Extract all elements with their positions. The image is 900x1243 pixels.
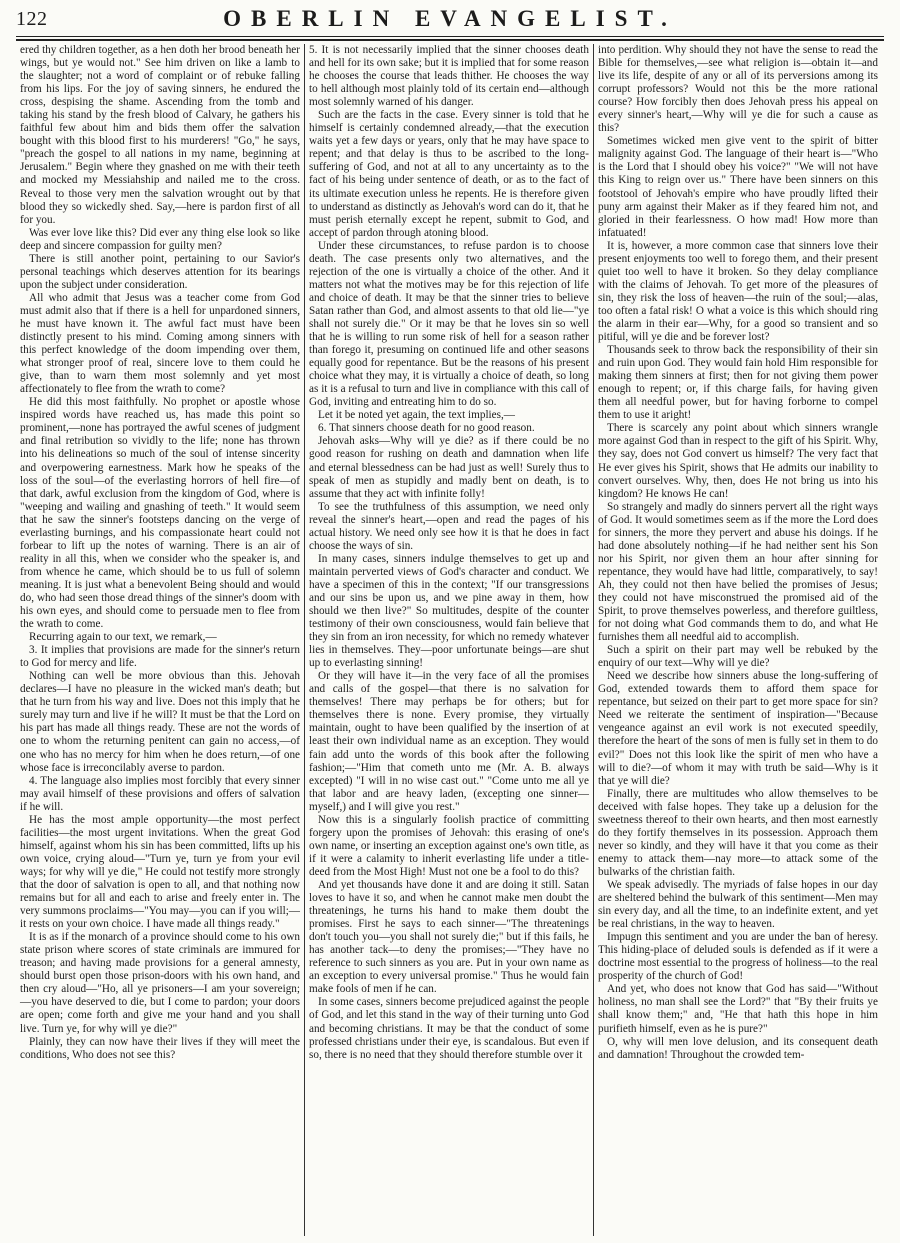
paragraph: To see the truthfulness of this assumption, we need only reveal the sinner's heart,—open and read the pages of his actual history. We need only see how it is that he does in fact choose the ways of sin.: [309, 500, 589, 552]
paragraph: Thousands seek to throw back the responsibility of their sin and ruin upon God. They would fain hold Him responsible for making them sinners at first; then for not giving them power enough to repent; or, if this charge fails, for having given them all needful power, but for having forborne to compel them to use it aright!: [598, 344, 878, 422]
paragraph: O, why will men love delusion, and its consequent death and damnation! Throughout the crowded tem-: [598, 1035, 878, 1061]
newspaper-title: OBERLIN EVANGELIST.: [223, 6, 677, 31]
paragraph: In some cases, sinners become prejudiced against the people of God, and let this stand in the way of their turning unto God and becoming christians. It may be that the conduct of some professed christians under their eye, is scandalous. But even if so, there is no need that they should therefore stumble over it: [309, 996, 589, 1061]
paragraph: So strangely and madly do sinners pervert all the right ways of God. It would sometimes seem as if the more the Lord does for sinners, the more they pervert and abuse his doings. If he had done absolutely nothing—if he had neither sent his Son nor his Spirit, nor given them an hour after sinning for repentance, they would have had little, comparatively, to say! Ah, they could not then have belied the promises of Jesus; they could not have misconstrued the promised aid of the Spirit, to prove themselves powerless, and therefore guiltless, for not doing what God commands them to do, and what He furnishes them all needful aid to accomplish.: [598, 500, 878, 644]
paragraph: Was ever love like this? Did ever any thing else look so like deep and sincere compassion for guilty men?: [20, 226, 300, 252]
paragraph: Need we describe how sinners abuse the long-suffering of God, extended towards them to afford them space for repentance, but seized on their part to get more space for sin? Need we reiterate the sentiment of inspiration—"Because vengeance against an evil work is not executed speedily, therefore the heart of the sons of men is fully set in them to do evil?" Does not this look like the spirit of men who have a will to die?—of whom it may with truth be said—Why is it that ye will die?: [598, 670, 878, 787]
paragraph: There is still another point, pertaining to our Savior's personal teachings which deserves attention for its bearings upon the subject under consideration.: [20, 252, 300, 291]
paragraph: He has the most ample opportunity—the most perfect facilities—the most urgent invitations. When the great God himself, against whom his sin has been committed, lifts up his own voice, crying aloud—"Turn ye, turn ye from your evil ways; for why will ye die," He could not testify more strongly that the door of salvation is open to all, and that nothing now remains but for all and each to arise and freely enter in. The very summons proclaims—"You may—you can if you will;—it rests on your own choice. I have made all things ready.": [20, 813, 300, 931]
paragraph: It is, however, a more common case that sinners love their present enjoyments too well to forego them, and their present quiet too well to have it broken. So they delay compliance with the claims of Jehovah. To get more of the pleasures of sin, they risk the loss of heaven—the ruin of the soul;—alas, too often a fatal risk! O what a voice is this which should ring the alarm in their ear—Why, for a good so transient and so pitiful, will ye die and be forever lost?: [598, 239, 878, 344]
page-number: 122: [16, 7, 48, 30]
paragraph: Or they will have it—in the very face of all the promises and calls of the gospel—that there is no salvation for themselves! There may perhaps be for others; but for themselves there is none. Every promise, they virtually maintain, ought to have been qualified by the insertion of at least their own individual name as an exception. They would fain add unto the words of this book after the following fashion;—"Him that cometh unto me (Mr. A. B. always excepted) "I will in no wise cast out." "Come unto me all ye that labor and are heavy laden, (excepting one sinner—myself,) and I will give you rest.": [309, 670, 589, 813]
article-columns: [16, 44, 884, 1236]
column-right: [594, 44, 882, 1236]
header-rule: [16, 36, 884, 37]
paragraph: Nothing can well be more obvious than this. Jehovah declares—I have no pleasure in the wicked man's death; but that he turn from his way and live. Does not this imply that he surely may turn and live if he will? It must be that the Lord on his part has made all things ready. These are not the words of one to whom the returning penitent can gain no access,—of one who has no mercy for him when he does return,—of one whose face is irreconcilably averse to pardon.: [20, 670, 300, 774]
paragraph: Finally, there are multitudes who allow themselves to be deceived with false hopes. They take up a delusion for the sweetness thereof to their own hearts, and then most earnestly do they fortify themselves in its possession. Approach them never so kindly, and they will have it that you come as their enemy to attack them—nay more—to attack some of the bulwarks of the christian faith.: [598, 787, 878, 878]
paragraph: Impugn this sentiment and you are under the ban of heresy. This hiding-place of deluded souls is defended as if it were a doctrine most essential to the progress of holiness—to the real prosperity of the church of God!: [598, 931, 878, 983]
paragraph: All who admit that Jesus was a teacher come from God must admit also that if there is a hell for unpardoned sinners, he must have known it. The awful fact must have been distinctly present to his mind. Coming among sinners with this perfect knowledge of the doom impending over them, what stronger proof of real, sincere love to them could he give, than to warn them most solemnly and yet most affectionately to flee from the wrath to come?: [20, 291, 300, 396]
paragraph: Sometimes wicked men give vent to the spirit of bitter malignity against God. The language of their heart is—"Who is the Lord that I should obey his voice?" "We will not have this King to reign over us." There have been sinners on this footstool of Jehovah's empire who have proudly lifted their puny arm against their Maker as if they feared him not, and gloried in their fearlessness. O how mad! How more than infatuated!: [598, 135, 878, 239]
paragraph: And yet thousands have done it and are doing it still. Satan loves to have it so, and when he cannot make men doubt the threatenings, he turns his hand to make them doubt the promises. First he says to each sinner—"The threatenings don't touch you—you shall not surely die;" but if this fails, he has another tack—to deny the promises;—"They have no reference to such sinners as you are. Put in your own name as an exception to every universal promise." Thus he would fain make fools of men if he can.: [309, 879, 589, 996]
paragraph: Such are the facts in the case. Every sinner is told that he himself is certainly condemned already,—that the execution waits yet a few days or years, only that he may have space to repent; and that delay is thus to be ascribed to the long-suffering of God, and not at all to any uncertainty as to the fact of his being under sentence of death, or as to the fact of its ultimate execution unless he repents. He is therefore given to understand as distinctly as Jehovah's word can do it, that he must perish eternally except he repent, submit to God, and accept of pardon through atoning blood.: [309, 109, 589, 239]
paragraph: Plainly, they can now have their lives if they will meet the conditions, Who does not see this?: [20, 1035, 300, 1061]
paragraph: We speak advisedly. The myriads of false hopes in our day are sheltered behind the bulwark of this sentiment—Men may sin every day, and all the time, to an indefinite extent, and yet be real christians, in the way to heaven.: [598, 879, 878, 931]
paragraph: 3. It implies that provisions are made for the sinner's return to God for mercy and life.: [20, 644, 300, 670]
paragraph: 6. That sinners choose death for no good reason.: [318, 422, 535, 435]
column-middle: [305, 44, 593, 1236]
paragraph: It is as if the monarch of a province should come to his own state prison where scores of state criminals are immured for treason; and having made provisions for a general amnesty, should burst open those prison-doors with his own hand, and then cry aloud—"Ho, all ye prisoners—I am your sovereign;—you have deserved to die, but I come to pardon; your doors are open; come forth and give me your hand and you shall live. Turn ye, for why will ye die?": [20, 931, 300, 1035]
paragraph: Let it be noted yet again, the text implies,—: [318, 409, 515, 422]
paragraph: 5. It is not necessarily implied that the sinner chooses death and hell for its own sake; but it is implied that for some reason he chooses the course that leads thither. He chooses the way to hell although most plainly told of its certain end—although most solemnly warned of his danger.: [309, 44, 589, 109]
header-rule-thick: [16, 39, 884, 41]
masthead: [16, 4, 884, 34]
paragraph: ered thy children together, as a hen doth her brood beneath her wings, but ye would not." See him driven on like a lamb to the slaughter; not a word of complaint or of rebuke falling from his lips. For the joy of saving sinners, he endured the cross, despising the shame. Ascending from the tomb and taking his stand by the fresh blood of Calvary, he gathers his faithful few about him and bids them offer the salvation bought with this blood first to his murderers! "Go," he says, "preach the gospel to all nations in my name, beginning at Jerusalem." Begin where they gnashed on me with their teeth and mocked my Messiahship and nailed me to the cross. Reveal to those very men the salvation wrought out by that blood they so wickedly shed. Say,—here is pardon first of all for you.: [20, 44, 300, 226]
paragraph: Jehovah asks—Why will ye die? as if there could be no good reason for rushing on death and damnation when life and eternal blessedness can be had just as well! Surely thus to speak of men as stupidly and madly bent on death, is to assume that they act with infinite folly!: [309, 435, 589, 500]
paragraph: There is scarcely any point about which sinners wrangle more against God than in respect to the gift of his Spirit. Why, they say, does not God convert us himself? The very fact that He ever gives his Spirit, shows that He admits our inability to convert ourselves. Why, then, does He not bring us into his kingdom? He knows He can!: [598, 422, 878, 500]
paragraph: And yet, who does not know that God has said—"Without holiness, no man shall see the Lord?" that "By their fruits ye shall know them;" and, "He that hath this hope in him purifieth himself, even as he is pure?": [598, 983, 878, 1035]
paragraph: Such a spirit on their part may well be rebuked by the enquiry of our text—Why will ye die?: [598, 644, 878, 670]
paragraph: Recurring again to our text, we remark,—: [29, 631, 217, 644]
paragraph: into perdition. Why should they not have the sense to read the Bible for themselves,—see what religion is—obtain it—and live its life, despite of any or all of its perversions among its corrupt professors? Would not this be the more rational course? How forcibly then does Jehovah press his appeal on every sinner's heart,—Why will ye die for such a cause as this?: [598, 44, 878, 135]
column-left: [16, 44, 304, 1236]
paragraph: Under these circumstances, to refuse pardon is to choose death. The case presents only two alternatives, and the rejection of the one is virtually a choice of the other. And it matters not what the motives may be for this rejection of life and choice of death. It may be that the sinner tries to believe Satan rather than God, and almost assents to that old lie—"ye shall not surely die." Or it may be that he loves sin so well that he is willing to run some risk of hell for a season rather than forego it, presuming on continued life and other seasons equally good for repentance. But be the reasons of his present choice what they may, it is virtually a choice of death, so long as it is a refusal to turn and live in compliance with this call of God, inviting and entreating him to do so.: [309, 239, 589, 409]
paragraph: 4. The language also implies most forcibly that every sinner may avail himself of these provisions and offers of salvation if he will.: [20, 774, 300, 813]
paragraph: He did this most faithfully. No prophet or apostle whose inspired words have reached us, has made this point so prominent,—none has portrayed the awful scenes of judgment and final retribution so vividly to the life; none has thrown into his delineations so much of the soul of intense sincerity and overpowering earnestness. Mark how he speaks of the loss of the soul—of the everlasting horrors of hell fire—of that dark, awful exclusion from the kingdom of God, where is "weeping and wailing and gnashing of teeth." It would seem that he saw the sinner's footsteps dancing on the verge of everlasting burnings, and his compassionate heart could not forbear to lift up the notes of warning. There is an air of reality in all this, when we consider who the speaker is, and from whence he came, which should be to us full of solemn meaning. It is just what a benevolent Being should and would do, who had seen those dread things of the sinner's doom with his own eyes, and should come to persuade men to flee from the wrath to come.: [20, 396, 300, 631]
paragraph: Now this is a singularly foolish practice of committing forgery upon the promises of Jehovah: this erasing of one's own name, or inserting an exception against one's own title, as if it were a calamity to inherit everlasting life under a title-deed from the Most High! Must not one be a fool to do this?: [309, 813, 589, 878]
paragraph: In many cases, sinners indulge themselves to get up and maintain perverted views of God's character and conduct. We have a specimen of this in the context; "If our transgressions and our sins be upon us, and we pine away in them, how should we then live?" So multitudes, despite of the counter testimony of their own consciousness, would fain believe that they sin from an iron necessity, for which no remedy whatever lies in themselves. They—poor unfortunate beings—are shut up to everlasting sinning!: [309, 552, 589, 670]
